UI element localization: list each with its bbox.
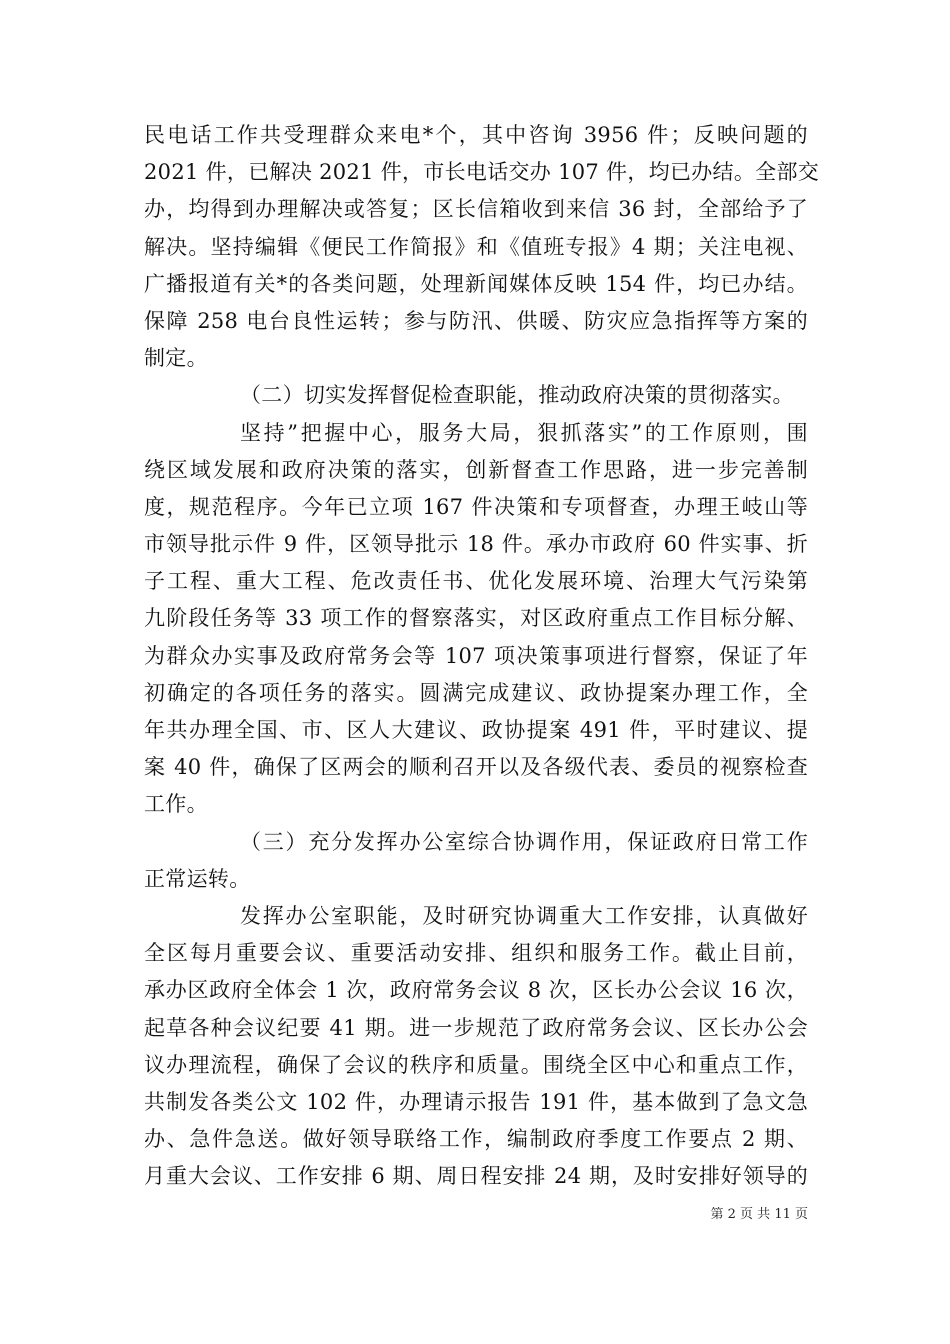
- text-line: 制定。: [144, 346, 208, 371]
- text-line: 承办区政府全体会 1 次，政府常务会议 8 次，区长办公会议 16 次，: [144, 978, 808, 1003]
- text-line: 九阶段任务等 33 项工作的督察落实，对区政府重点工作目标分解、: [144, 606, 808, 631]
- text-line: 发挥办公室职能，及时研究协调重大工作安排，认真做好: [240, 903, 808, 928]
- page-number: 第 2 页 共 11 页: [710, 1207, 808, 1222]
- text-line: 月重大会议、工作安排 6 期、周日程安排 24 期，及时安排好领导的: [144, 1164, 808, 1189]
- section-heading: [144, 824, 808, 898]
- text-line: 广播报道有关*的各类问题，处理新闻媒体反映 154 件，均已办结。: [144, 271, 808, 296]
- text-line: 年共办理全国、市、区人大建议、政协提案 491 件，平时建议、提: [144, 718, 808, 742]
- text-line: 案 40 件，确保了区两会的顺利召开以及各级代表、委员的视察检查: [144, 755, 808, 780]
- heading-line: 正常运转。: [144, 866, 251, 891]
- text-line: 2021 件，已解决 2021 件，市长电话交办 107 件，均已办结。全部交: [144, 160, 820, 185]
- section-heading: [144, 377, 808, 414]
- text-line: 坚持”把握中心，服务大局，狠抓落实”的工作原则，围: [240, 420, 808, 445]
- document-body: [144, 117, 820, 1195]
- text-line: 初确定的各项任务的落实。圆满完成建议、政协提案办理工作，全: [144, 680, 808, 705]
- text-line: 共制发各类公文 102 件，办理请示报告 191 件，基本做到了急文急: [144, 1089, 808, 1114]
- paragraph: [144, 898, 808, 1196]
- text-line: 保障 258 电台良性运转；参与防汛、供暖、防灾应急指挥等方案的: [144, 308, 808, 333]
- text-line: 议办理流程，确保了会议的秩序和质量。围绕全区中心和重点工作，: [144, 1052, 808, 1077]
- text-line: 子工程、重大工程、危改责任书、优化发展环境、治理大气污染第: [144, 569, 808, 594]
- text-line: 全区每月重要会议、重要活动安排、组织和服务工作。截止目前，: [144, 941, 808, 966]
- paragraph: [144, 415, 808, 824]
- text-line: 民电话工作共受理群众来电*个，其中咨询 3956 件；反映问题的: [144, 123, 808, 147]
- paragraph: [144, 117, 820, 377]
- text-line: 办，均得到办理解决或答复；区长信箱收到来信 36 封，全部给予了: [144, 197, 808, 222]
- text-line: 度，规范程序。今年已立项 167 件决策和专项督查，办理王岐山等: [144, 494, 808, 519]
- text-line: 为群众办实事及政府常务会等 107 项决策事项进行督察，保证了年: [144, 643, 808, 668]
- text-line: 办、急件急送。做好领导联络工作，编制政府季度工作要点 2 期、: [144, 1127, 808, 1152]
- text-line: 市领导批示件 9 件，区领导批示 18 件。承办市政府 60 件实事、折: [144, 532, 808, 557]
- heading-line: （三）充分发挥办公室综合协调作用，保证政府日常工作: [240, 829, 808, 854]
- heading-line: （二）切实发挥督促检查职能，推动政府决策的贯彻落实。: [240, 383, 794, 408]
- text-line: 起草各种会议纪要 41 期。进一步规范了政府常务会议、区长办公会: [144, 1015, 808, 1040]
- text-line: 解决。坚持编辑《便民工作简报》和《值班专报》4 期；关注电视、: [144, 234, 808, 259]
- text-line: 工作。: [144, 792, 208, 817]
- text-line: 绕区域发展和政府决策的落实，创新督查工作思路，进一步完善制: [144, 457, 808, 482]
